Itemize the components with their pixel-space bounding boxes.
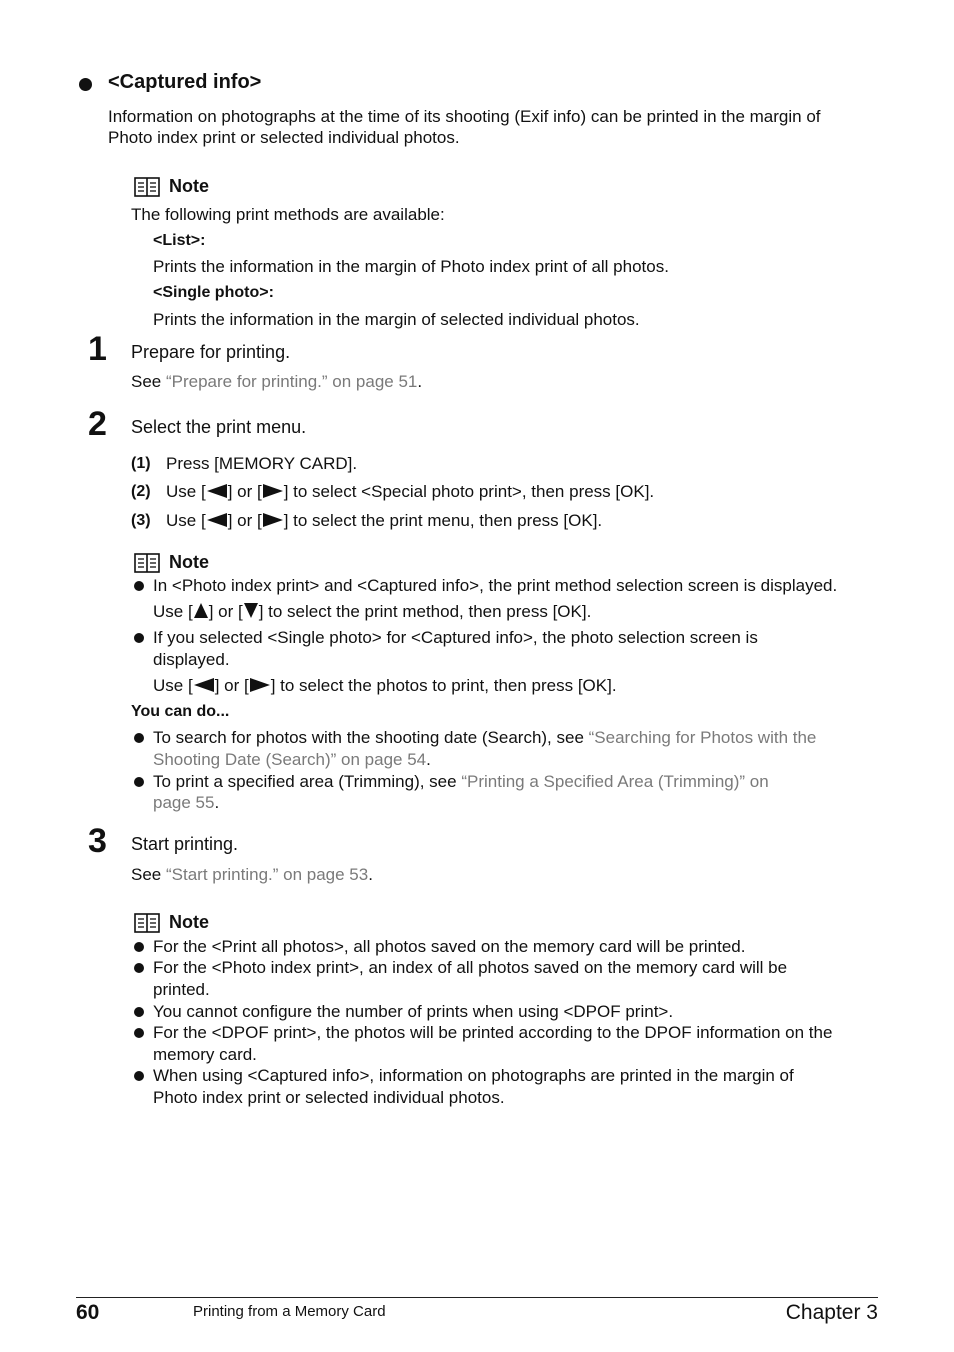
- right-arrow-icon: [263, 513, 283, 527]
- note-3-bullet-4-line-1: For the <DPOF print>, the photos will be printed according to the DPOF information on the: [153, 1023, 833, 1042]
- text-part: Use [: [153, 676, 193, 695]
- note-2-bullet-1-line-1: In <Photo index print> and <Captured info>, the print method selection screen is displayed.: [153, 576, 838, 595]
- substep-number-1: (1): [131, 455, 151, 472]
- you-can-do-item-2-line-2: [153, 793, 219, 813]
- single-photo-description: Prints the information in the margin of selected individual photos.: [153, 310, 640, 329]
- page-number: 60: [76, 1301, 100, 1324]
- text-part: ] or [: [208, 602, 243, 621]
- bullet: [134, 733, 144, 743]
- step-number-1: 1: [88, 330, 107, 368]
- note-3-bullet-2-line-1: For the <Photo index print>, an index of all photos saved on the memory card will be: [153, 958, 788, 977]
- you-can-do-item-2-line-1: [153, 772, 769, 792]
- chapter-label: Chapter 3: [785, 1301, 878, 1324]
- heading-bullet: [79, 78, 92, 91]
- step-3-reference: [131, 865, 373, 885]
- note-book-icon: [134, 177, 160, 197]
- intro-text-line-2: Photo index print or selected individual photos.: [108, 128, 460, 147]
- you-can-do-heading: You can do...: [131, 703, 230, 720]
- substep-2-text: [166, 482, 654, 502]
- step-number-3: 3: [88, 822, 107, 860]
- text-part: ] to select the print menu, then press [OK].: [283, 511, 603, 530]
- intro-text-line-1: Information on photographs at the time of its shooting (Exif info) can be printed in the margin of: [108, 107, 821, 126]
- text-part: Use [: [153, 602, 193, 621]
- substep-1-text: Press [MEMORY CARD].: [166, 454, 358, 473]
- trimming-link[interactable]: page 55: [153, 793, 215, 812]
- down-arrow-icon: [244, 603, 258, 618]
- see-text: See: [131, 372, 166, 391]
- note-3-bullet-5-line-2: Photo index print or selected individual photos.: [153, 1088, 505, 1107]
- search-link[interactable]: Shooting Date (Search)” on page 54: [153, 750, 427, 769]
- substep-3-text: [166, 511, 602, 531]
- bullet: [134, 1071, 144, 1081]
- text-part: To search for photos with the shooting date (Search), see: [153, 728, 589, 747]
- note-2-bullet-2-line-1: If you selected <Single photo> for <Captured info>, the photo selection screen is: [153, 628, 758, 647]
- text-part: ] to select <Special photo print>, then press [OK].: [283, 482, 655, 501]
- you-can-do-item-1-line-2: [153, 750, 431, 770]
- step-number-2: 2: [88, 405, 107, 443]
- step-1-reference: [131, 372, 422, 392]
- step-2-title: Select the print menu.: [131, 417, 307, 437]
- note-title: Note: [169, 912, 209, 932]
- step-1-title: Prepare for printing.: [131, 342, 291, 362]
- text-part: ] to select the print method, then press [OK].: [258, 602, 592, 621]
- note-3-bullet-3: You cannot configure the number of prints when using <DPOF print>.: [153, 1002, 674, 1021]
- left-arrow-icon: [207, 513, 227, 527]
- left-arrow-icon: [194, 678, 214, 692]
- section-title: <Captured info>: [108, 71, 262, 93]
- search-link[interactable]: “Searching for Photos with the: [588, 728, 817, 747]
- list-description: Prints the information in the margin of Photo index print of all photos.: [153, 257, 669, 276]
- note-2-bullet-2-line-3: [153, 676, 617, 696]
- text-part: ] or [: [227, 511, 262, 530]
- trimming-link[interactable]: “Printing a Specified Area (Trimming)” on: [461, 772, 769, 791]
- see-text: See: [131, 865, 166, 884]
- you-can-do-item-1-line-1: [153, 728, 816, 748]
- text-part: ] to select the photos to print, then press [OK].: [270, 676, 617, 695]
- note-3-bullet-1: For the <Print all photos>, all photos saved on the memory card will be printed.: [153, 937, 746, 956]
- bullet: [134, 777, 144, 787]
- bullet: [134, 1007, 144, 1017]
- note-3-bullet-4-line-2: memory card.: [153, 1045, 257, 1064]
- bullet: [134, 1028, 144, 1038]
- period: .: [214, 793, 220, 812]
- note-2-bullet-1-line-2: [153, 602, 591, 622]
- note-book-icon: [134, 553, 160, 573]
- bullet: [134, 633, 144, 643]
- note-2-bullet-2-line-2: displayed.: [153, 650, 230, 669]
- start-printing-link[interactable]: “Start printing.” on page 53: [165, 865, 369, 884]
- bullet: [134, 581, 144, 591]
- right-arrow-icon: [250, 678, 270, 692]
- note-title: Note: [169, 176, 209, 196]
- period: .: [426, 750, 431, 769]
- note-3-bullet-2-line-2: printed.: [153, 980, 210, 999]
- note-book-icon: [134, 913, 160, 933]
- text-part: ] or [: [214, 676, 249, 695]
- text-part: ] or [: [227, 482, 262, 501]
- note-lead-text: The following print methods are available:: [131, 205, 445, 224]
- text-part: To print a specified area (Trimming), see: [153, 772, 462, 791]
- note-title: Note: [169, 552, 209, 572]
- right-arrow-icon: [263, 484, 283, 498]
- substep-number-3: (3): [131, 512, 151, 529]
- footer-section-title: Printing from a Memory Card: [193, 1303, 386, 1320]
- up-arrow-icon: [194, 603, 208, 618]
- list-label: <List>:: [153, 232, 206, 249]
- note-3-bullet-5-line-1: When using <Captured info>, information on photographs are printed in the margin of: [153, 1066, 794, 1085]
- text-part: Use [: [166, 511, 206, 530]
- prepare-for-printing-link[interactable]: “Prepare for printing.” on page 51: [165, 372, 418, 391]
- bullet: [134, 942, 144, 952]
- step-3-title: Start printing.: [131, 834, 239, 854]
- footer-divider: [76, 1297, 878, 1298]
- left-arrow-icon: [207, 484, 227, 498]
- period: .: [417, 372, 423, 391]
- bullet: [134, 963, 144, 973]
- period: .: [368, 865, 373, 884]
- substep-number-2: (2): [131, 483, 151, 500]
- single-photo-label: <Single photo>:: [153, 284, 274, 301]
- text-part: Use [: [166, 482, 206, 501]
